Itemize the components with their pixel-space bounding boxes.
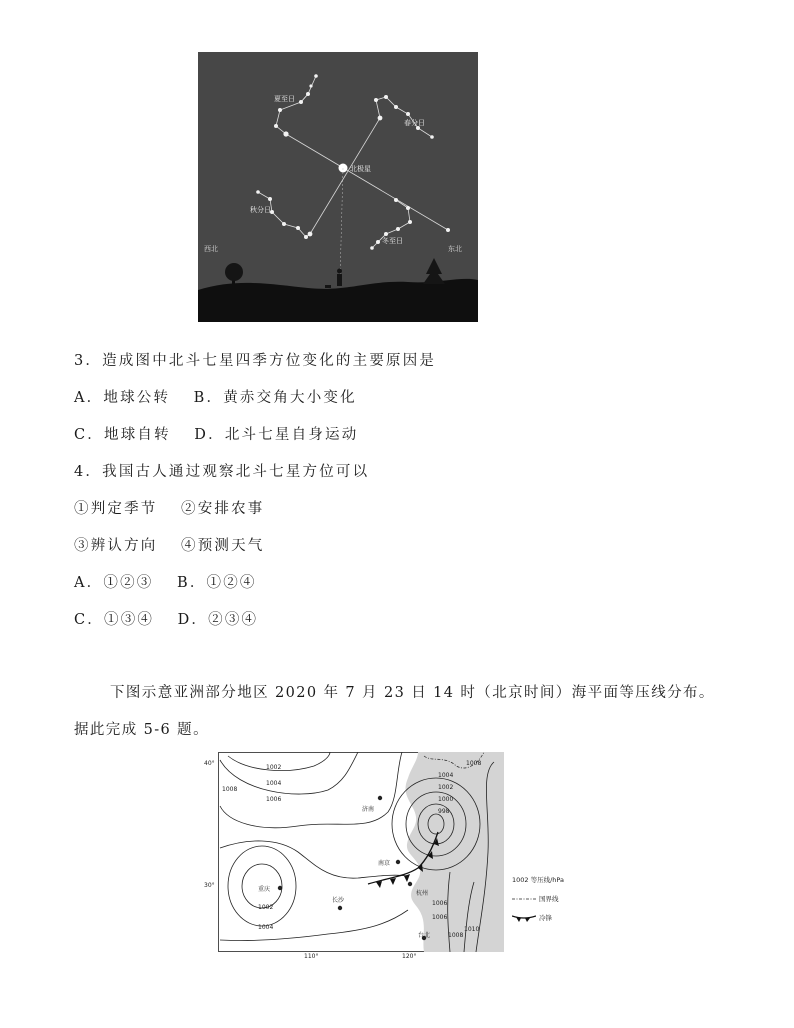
label-polaris: 北极星: [350, 165, 371, 173]
big-dipper-figure: [198, 52, 478, 322]
isobar-label: 1002: [258, 904, 274, 911]
isobar-label: 1000: [438, 796, 454, 803]
label-northwest: 西北: [204, 245, 218, 253]
isobar-label: 1006: [266, 796, 282, 803]
isobar-label: 1002: [266, 764, 282, 771]
legend-border: [512, 889, 564, 908]
lat-40: 40°: [204, 760, 215, 767]
city-jinan: 济南: [362, 806, 375, 813]
legend-cold-front: [512, 908, 564, 927]
isobar-label: 1008: [222, 786, 238, 793]
cold-front-icon: [512, 914, 536, 922]
map-legend: [512, 870, 564, 927]
question-4-options-ab: A．①②③ B．①②④: [74, 575, 257, 591]
isobar-label: 1004: [258, 924, 274, 931]
lon-110: 110°: [304, 953, 319, 960]
city-nanjing: 南京: [378, 860, 391, 867]
question-3-stem: 3．造成图中北斗七星四季方位变化的主要原因是: [74, 353, 437, 369]
isobar-label: 1004: [438, 772, 454, 779]
question-4-statements-12: ①判定季节 ②安排农事: [74, 501, 265, 517]
isobar-label: 998: [438, 808, 450, 815]
city-chongqing: 重庆: [258, 886, 271, 893]
legend-cold-front-label: 冷锋: [539, 914, 552, 922]
intro-line-2: 据此完成 5-6 题。: [74, 722, 209, 738]
label-winter-solstice: 冬至日: [382, 237, 403, 245]
label-summer-solstice: 夏至日: [274, 95, 295, 103]
isobar-label: 1006: [432, 900, 448, 907]
question-4-options-cd: C．①③④ D．②③④: [74, 612, 259, 628]
isobar-label: 1010: [464, 926, 480, 933]
isobar-label: 1004: [266, 780, 282, 787]
isobar-map-figure: [204, 752, 504, 960]
isobar-label: 1008: [448, 932, 464, 939]
intro-line-1: 下图示意亚洲部分地区 2020 年 7 月 23 日 14 时（北京时间）海平面等压线分布。: [110, 685, 715, 701]
city-taibei: 台北: [418, 932, 431, 939]
city-hangzhou: 杭州: [416, 890, 429, 897]
isobar-label: 1006: [432, 914, 448, 921]
isobar-label: 1008: [466, 760, 482, 767]
dash-dot-line-icon: [512, 896, 536, 902]
question-3-options-cd: C．地球自转 D．北斗七星自身运动: [74, 427, 359, 443]
question-3-options-ab: A．地球公转 B．黄赤交角大小变化: [74, 390, 357, 406]
legend-isobar-label: 1002 等压线/hPa: [512, 876, 565, 884]
isobar-map: [218, 752, 504, 952]
question-4-stem: 4．我国古人通过观察北斗七星方位可以: [74, 464, 370, 480]
lat-30: 30°: [204, 882, 215, 889]
label-spring-equinox: 春分日: [404, 119, 425, 127]
city-changsha: 长沙: [332, 897, 345, 904]
lon-120: 120°: [402, 953, 417, 960]
legend-isobar: [512, 870, 564, 889]
label-autumn-equinox: 秋分日: [250, 206, 271, 214]
label-northeast: 东北: [448, 245, 462, 253]
legend-border-label: 国界线: [539, 895, 559, 903]
isobar-label: 1002: [438, 784, 454, 791]
question-4-statements-34: ③辨认方向 ④预测天气: [74, 538, 265, 554]
big-dipper-illustration: [198, 52, 478, 322]
